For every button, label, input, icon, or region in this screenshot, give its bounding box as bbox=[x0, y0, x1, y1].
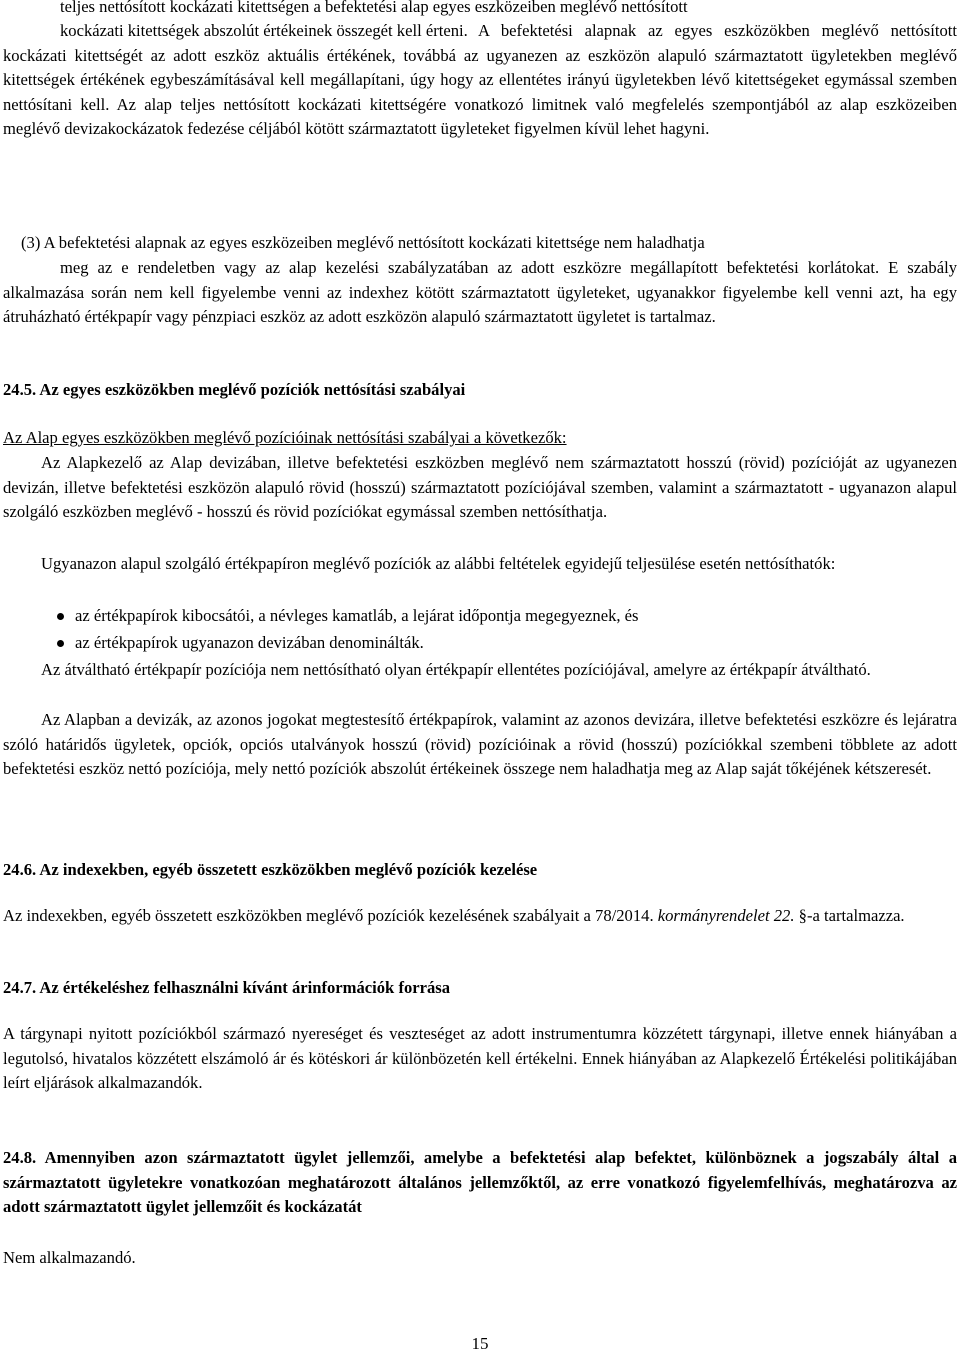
paragraph-3-body: meg az e rendeletben vagy az alap kezelési szabályzatában az adott eszközre megállapított befektetési korlátokat. E szabály alkalmazása során nem kell figyelembe venni az indexhez kötött származtatott ügyleteket, ugyanakkor figyelembe kell venni azt, ha egy átruházható értékpapír vagy pénzpiaci eszköz az adott eszközön alapuló származtatott ügyletet is tartalmaz. bbox=[3, 258, 957, 326]
list-item: az értékpapírok kibocsátói, a névleges kamatláb, a lejárat időpontja megegyeznek, és bbox=[3, 604, 957, 629]
section-heading: 24.6. Az indexekben, egyéb összetett eszközökben meglévő pozíciók kezelése bbox=[3, 860, 538, 879]
section-heading: 24.8. Amennyiben azon származtatott ügylet jellemzői, amelybe a befektetési alap befektet, különböznek a jogszabály által a származtatott ügyletekre vonatkozóan meghatározott általános jellemzőktől, az erre vonatkozó figyelemfelhívás, meghatározva az adott származtatott ügylet jellemzőit és kockázatát bbox=[3, 1148, 957, 1216]
section-intro: Az Alap egyes eszközökben meglévő pozícióinak nettósítási szabályai a következők: bbox=[3, 428, 567, 447]
section-heading: 24.7. Az értékeléshez felhasználni kívánt árinformációk forrása bbox=[3, 978, 451, 997]
paragraph: Az indexekben, egyéb összetett eszközökben meglévő pozíciók kezelésének szabályait a 78/2014. kormányrendelet 22. §-a tartalmazza. bbox=[3, 906, 905, 925]
paragraph: Ugyanazon alapul szolgáló értékpapíron meglévő pozíciók az alábbi feltételek egyidejű teljesülése esetén nettósíthatók: bbox=[41, 554, 836, 573]
paragraph-line: kockázati kitettségek abszolút értékeinek összegét kell érteni. bbox=[60, 21, 468, 40]
paragraph: Nem alkalmazandó. bbox=[3, 1248, 136, 1267]
bullet-icon bbox=[57, 613, 64, 620]
paragraph: A tárgynapi nyitott pozíciókból származó nyereséget és veszteséget az adott instrumentumra közzétett tárgynapi, illetve ennek hiányában a legutolsó, hivatalos közzétett elszámoló ár és kötéskori ár különbözetén kell értékelni. Ennek hiányában az Alapkezelő Értékelési politikájában leírt eljárások alkalmazandók. bbox=[3, 1024, 957, 1092]
paragraph-line: teljes nettósított kockázati kitettségen a befektetési alap egyes eszközeiben meglévő nettósított bbox=[60, 0, 688, 16]
list-item: az értékpapírok ugyanazon devizában denominálták. bbox=[3, 631, 957, 656]
paragraph: Az Alapban a devizák, az azonos jogokat megtestesítő értékpapírok, valamint az azonos devizára, illetve befektetési eszközre és lejáratra szóló határidős ügyletek, opciók, opciós utalványok hosszú (rövid) pozícióinak a rövid (hosszú) pozíciókkal szembeni többlete az adott befektetési eszköz nettó pozíciója, mely nettó pozíciók abszolút értékeinek összege nem haladhatja meg az Alap saját tőkéjének kétszeresét. bbox=[3, 710, 957, 778]
bullet-icon bbox=[57, 640, 64, 647]
condition-list bbox=[3, 604, 957, 655]
paragraph: Az átváltható értékpapír pozíciója nem nettósítható olyan értékpapír ellentétes pozíciójával, amelyre az értékpapír átváltható. bbox=[41, 660, 871, 679]
section-heading: 24.5. Az egyes eszközökben meglévő pozíciók nettósítási szabályai bbox=[3, 380, 466, 399]
paragraph-2-body: A befektetési alapnak az egyes eszközökben meglévő nettósított kockázati kitettségét az adott eszköz aktuális értékének, továbbá az ugyanezen az eszközön alapuló származtatott ügyletekben meglévő kitettségek értékének egybeszámításával kell megállapítani, úgy hogy az ellentétes irányú ügyletekben lévő kitettségeket egymással szemben nettósítani kell. Az alap teljes nettósított kockázati kitettségére vonatkozó limitnek való megfelelés szempontjából az alap eszközeiben meglévő devizakockázatok fedezése céljából kötött származtatott ügyleteket figyelmen kívül lehet hagyni. bbox=[3, 21, 957, 138]
paragraph: Az Alapkezelő az Alap devizában, illetve befektetési eszközben meglévő nem származtatott hosszú (rövid) pozícióját az ugyanezen devizán, illetve befektetési eszközön alapuló rövid (hosszú) származtatott pozíciójával szemben, valamint a származtatott - ugyanazon alapul szolgáló eszközben meglévő - hosszú és rövid pozíciókat egymással szemben nettósíthatja. bbox=[3, 453, 957, 521]
page-number: 15 bbox=[471, 1334, 489, 1353]
paragraph-3-lead: (3) A befektetési alapnak az egyes eszközeiben meglévő nettósított kockázati kitettsége nem haladhatja bbox=[21, 233, 705, 252]
